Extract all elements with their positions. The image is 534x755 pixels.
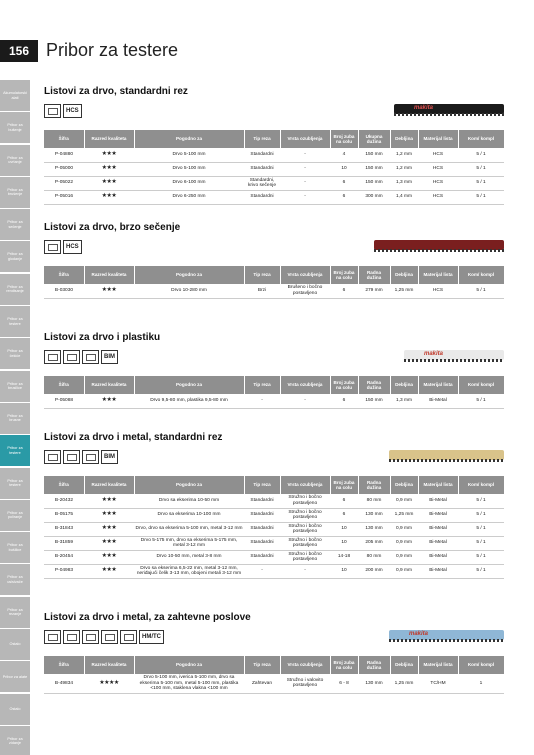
table-cell: HCS xyxy=(418,162,458,176)
sidebar-tab[interactable]: Ostalo xyxy=(0,694,30,725)
material-shape xyxy=(86,454,96,461)
table-cell: 1,25 mm xyxy=(390,508,418,522)
table-cell: Drvo sa ekserima 10-100 mm xyxy=(134,508,244,522)
table-cell: 150 mm xyxy=(358,162,390,176)
column-header: Vrsta ozubljenja xyxy=(280,656,330,674)
sidebar-tab[interactable]: Pribor za rezanje xyxy=(0,597,30,628)
sidebar-tab[interactable]: Pribor za brusne xyxy=(0,403,30,434)
material-icon xyxy=(82,450,99,464)
table-cell: 5 / 1 xyxy=(458,394,504,408)
table-cell: Drvo 5-100 mm, iverica 5-100 mm, drvo sa ekserima 5-100 mm, metal 5-100 mm, plastika <100 mm, staklena vlakna <100 mm xyxy=(134,674,244,693)
column-header: Materijal lista xyxy=(418,476,458,494)
column-header: Kom/ kompl xyxy=(458,476,504,494)
table-cell: 10 xyxy=(330,162,358,176)
table-cell: P-05088 xyxy=(44,394,84,408)
quality-stars: ★★★ xyxy=(84,536,134,550)
material-icon xyxy=(44,630,61,644)
material-shape xyxy=(48,244,58,251)
section-title: Listovi za drvo, brzo sečenje xyxy=(44,222,181,233)
column-header: Razred kvaliteta xyxy=(84,656,134,674)
quality-stars: ★★★ xyxy=(84,564,134,578)
table-cell: Standardni xyxy=(244,162,280,176)
blade-teeth xyxy=(374,249,504,252)
column-header: Pogodno za xyxy=(134,266,244,284)
column-header: Šifra xyxy=(44,656,84,674)
blade-section xyxy=(44,332,504,417)
column-header: Razred kvaliteta xyxy=(84,130,134,148)
column-header: Radna dužina xyxy=(358,266,390,284)
table-row xyxy=(44,522,504,536)
material-shape xyxy=(86,634,96,641)
column-header: Kom/ kompl xyxy=(458,130,504,148)
table-cell: 279 mm xyxy=(358,284,390,298)
column-header: Tip reza xyxy=(244,130,280,148)
quality-stars: ★★★ xyxy=(84,508,134,522)
column-header: Šifra xyxy=(44,266,84,284)
table-cell: 5 / 1 xyxy=(458,536,504,550)
table-cell: Stružno i bočno postavljeno xyxy=(280,536,330,550)
table-cell: P-04880 xyxy=(44,148,84,162)
table-cell: HCS xyxy=(418,176,458,190)
table-cell: P-05022 xyxy=(44,176,84,190)
column-header: Radna dužina xyxy=(358,376,390,394)
table-row xyxy=(44,494,504,508)
quality-stars: ★★★ xyxy=(84,176,134,190)
column-header: Debljina xyxy=(390,656,418,674)
table-cell: TC/HM xyxy=(418,674,458,693)
table-cell: HCS xyxy=(418,148,458,162)
table-cell: B-20454 xyxy=(44,550,84,564)
column-header: Materijal lista xyxy=(418,266,458,284)
column-header: Tip reza xyxy=(244,266,280,284)
material-shape xyxy=(48,108,58,115)
material-badge: HM/TC xyxy=(139,630,164,644)
material-icon xyxy=(44,450,61,464)
table-cell: Bi-Metal xyxy=(418,536,458,550)
table-cell: 5 / 1 xyxy=(458,564,504,578)
table-cell: B-20432 xyxy=(44,494,84,508)
column-header: Kom/ kompl xyxy=(458,656,504,674)
table-cell: - xyxy=(280,190,330,204)
table-cell: 80 mm xyxy=(358,550,390,564)
table-cell: 14-18 xyxy=(330,550,358,564)
table-cell: - xyxy=(280,148,330,162)
material-shape xyxy=(67,634,77,641)
sidebar-tab[interactable]: Pribor za zidanje xyxy=(0,726,30,755)
material-icons xyxy=(44,350,118,364)
column-header: Razred kvaliteta xyxy=(84,266,134,284)
column-header: Tip reza xyxy=(244,656,280,674)
saw-blade-image xyxy=(404,348,504,362)
material-shape xyxy=(48,634,58,641)
table-cell: - xyxy=(280,564,330,578)
sidebar-tab[interactable]: Pribor za testere xyxy=(0,435,30,466)
material-icons xyxy=(44,450,118,464)
table-cell: 4 xyxy=(330,148,358,162)
table-cell: 5 / 1 xyxy=(458,494,504,508)
blade-table xyxy=(44,376,505,409)
table-cell: 1,2 mm xyxy=(390,148,418,162)
material-icon xyxy=(63,350,80,364)
column-header: Tip reza xyxy=(244,376,280,394)
sidebar-tab[interactable]: Pribor za poliranje xyxy=(0,500,30,531)
material-icon xyxy=(44,350,61,364)
table-cell: 1,4 mm xyxy=(390,190,418,204)
column-header: Razred kvaliteta xyxy=(84,476,134,494)
material-shape xyxy=(48,454,58,461)
table-cell: 200 mm xyxy=(358,564,390,578)
table-cell: Standardni xyxy=(244,508,280,522)
table-cell: B-05175 xyxy=(44,508,84,522)
column-header: Debljina xyxy=(390,376,418,394)
quality-stars: ★★★ xyxy=(84,190,134,204)
table-cell: 5 / 1 xyxy=(458,148,504,162)
column-header: Pogodno za xyxy=(134,476,244,494)
sidebar-tab[interactable]: Pribor za bušilice xyxy=(0,532,30,563)
material-badge: HCS xyxy=(63,240,82,254)
sidebar xyxy=(0,80,30,755)
table-cell: 1,3 mm xyxy=(390,394,418,408)
table-cell: Brušeno i bočno postavljeno xyxy=(280,284,330,298)
material-shape xyxy=(48,354,58,361)
table-row xyxy=(44,564,504,578)
table-row xyxy=(44,162,504,176)
quality-stars: ★★★ xyxy=(84,394,134,408)
column-header: Šifra xyxy=(44,476,84,494)
table-row xyxy=(44,536,504,550)
material-icon xyxy=(101,630,118,644)
column-header: Radna dužina xyxy=(358,656,390,674)
material-badge: BIM xyxy=(101,450,118,464)
table-cell: 1,25 mm xyxy=(390,284,418,298)
table-cell: 130 mm xyxy=(358,674,390,693)
material-icon xyxy=(44,240,61,254)
column-header: Broj zuba na colu xyxy=(330,376,358,394)
table-cell: Bi-Metal xyxy=(418,564,458,578)
table-cell: 5 / 1 xyxy=(458,508,504,522)
table-cell: Drvo sa ekserima 6,5-22 mm, metal 3-12 mm, neriđajući čelik 3-13 mm, obojeni metali 3-12 mm xyxy=(134,564,244,578)
table-cell: 1 xyxy=(458,674,504,693)
table-cell: B-31843 xyxy=(44,522,84,536)
table-cell: Drvo 10-50 mm, metal 3-8 mm xyxy=(134,550,244,564)
column-header: Šifra xyxy=(44,130,84,148)
column-header: Razred kvaliteta xyxy=(84,376,134,394)
material-icon xyxy=(44,104,61,118)
sidebar-tab[interactable]: Akumulatorski alati xyxy=(0,80,30,111)
table-cell: Bi-Metal xyxy=(418,394,458,408)
table-cell: 6 xyxy=(330,284,358,298)
table-cell: B-49834 xyxy=(44,674,84,693)
table-cell: 130 mm xyxy=(358,508,390,522)
table-cell: Stružno i valovito postavljeno xyxy=(280,674,330,693)
table-cell: 10 xyxy=(330,536,358,550)
table-cell: Zahtevan xyxy=(244,674,280,693)
table-cell: Standardni xyxy=(244,536,280,550)
table-cell: Standardni xyxy=(244,522,280,536)
table-cell: Stružno i bočno postavljeno xyxy=(280,508,330,522)
table-cell: Drvo 5-100 mm xyxy=(134,148,244,162)
table-cell: 5 / 1 xyxy=(458,284,504,298)
material-shape xyxy=(86,354,96,361)
table-cell: 0,9 mm xyxy=(390,536,418,550)
table-cell: B-31859 xyxy=(44,536,84,550)
table-cell: 150 mm xyxy=(358,176,390,190)
column-header: Šifra xyxy=(44,376,84,394)
table-cell: 1,25 mm xyxy=(390,674,418,693)
table-cell: Drvo 5-100 mm xyxy=(134,162,244,176)
table-cell: P-05000 xyxy=(44,162,84,176)
table-cell: Drvo 6-250 mm xyxy=(134,190,244,204)
material-icons xyxy=(44,240,82,254)
table-cell: 6 xyxy=(330,190,358,204)
material-badge: BIM xyxy=(101,350,118,364)
sidebar-tab[interactable]: Pribor za alate xyxy=(0,661,30,692)
column-header: Radna dužina xyxy=(358,476,390,494)
table-row xyxy=(44,190,504,204)
table-cell: Bi-Metal xyxy=(418,508,458,522)
sidebar-tab[interactable]: Pribor za usisivače xyxy=(0,564,30,595)
table-cell: 130 mm xyxy=(358,522,390,536)
table-cell: Drvo 5-175 mm, drvo sa ekserima 5-175 mm, metal 3-12 mm xyxy=(134,536,244,550)
blade-teeth xyxy=(389,639,504,642)
column-header: Broj zuba na colu xyxy=(330,656,358,674)
table-row xyxy=(44,176,504,190)
table-cell: 6 xyxy=(330,394,358,408)
sidebar-tab[interactable]: Pribor za bušenje xyxy=(0,112,30,143)
column-header: Broj zuba na colu xyxy=(330,476,358,494)
column-header: Materijal lista xyxy=(418,656,458,674)
material-icon xyxy=(63,450,80,464)
table-cell: Brzi xyxy=(244,284,280,298)
column-header: Materijal lista xyxy=(418,376,458,394)
table-cell: 1,3 mm xyxy=(390,176,418,190)
sidebar-tab[interactable]: Pribor za rendisanje xyxy=(0,274,30,305)
sidebar-tab[interactable]: Ostalo xyxy=(0,629,30,660)
column-header: Ukupna dužina xyxy=(358,130,390,148)
table-cell: 0,9 mm xyxy=(390,564,418,578)
sidebar-tab[interactable]: Pribor za uvrtanje xyxy=(0,145,30,176)
material-icon xyxy=(63,630,80,644)
column-header: Kom/ kompl xyxy=(458,376,504,394)
column-header: Pogodno za xyxy=(134,376,244,394)
table-cell: P-04983 xyxy=(44,564,84,578)
column-header: Broj zuba na colu xyxy=(330,130,358,148)
section-title: Listovi za drvo i metal, za zahtevne poslove xyxy=(44,612,251,623)
table-cell: 0,9 mm xyxy=(390,550,418,564)
table-cell: Standardni xyxy=(244,148,280,162)
material-icon xyxy=(120,630,137,644)
table-cell: 6 xyxy=(330,508,358,522)
table-cell: Bi-Metal xyxy=(418,494,458,508)
column-header: Debljina xyxy=(390,266,418,284)
column-header: Debljina xyxy=(390,130,418,148)
material-icons xyxy=(44,630,164,644)
table-cell: Standardni, krivo sečenje xyxy=(244,176,280,190)
table-cell: Stružno i bočno postavljeno xyxy=(280,522,330,536)
sidebar-tab[interactable]: Pribor za testere xyxy=(0,468,30,499)
blade-teeth xyxy=(394,113,504,116)
quality-stars: ★★★ xyxy=(84,550,134,564)
blade-table xyxy=(44,476,505,579)
table-cell: 205 mm xyxy=(358,536,390,550)
table-cell: 6 xyxy=(330,494,358,508)
table-cell: HCS xyxy=(418,284,458,298)
material-icon xyxy=(82,630,99,644)
column-header: Materijal lista xyxy=(418,130,458,148)
blade-teeth xyxy=(404,359,504,362)
table-cell: B-03030 xyxy=(44,284,84,298)
column-header: Vrsta ozubljenja xyxy=(280,266,330,284)
blade-logo: makita xyxy=(409,631,429,637)
table-cell: 6 xyxy=(330,176,358,190)
table-row xyxy=(44,284,504,298)
sidebar-tab[interactable]: Pribor za glodanje xyxy=(0,241,30,272)
column-header: Vrsta ozubljenja xyxy=(280,376,330,394)
sidebar-tab[interactable]: Pribor za sečenje xyxy=(0,209,30,240)
table-cell: Drvo 6-100 mm xyxy=(134,176,244,190)
table-cell: Standardni xyxy=(244,494,280,508)
table-cell: 5 / 1 xyxy=(458,162,504,176)
table-cell: - xyxy=(244,394,280,408)
blade-section xyxy=(44,86,504,218)
table-cell: Drvo sa ekserima 10-50 mm xyxy=(134,494,244,508)
table-cell: - xyxy=(280,394,330,408)
table-cell: HCS xyxy=(418,190,458,204)
quality-stars: ★★★ xyxy=(84,494,134,508)
blade-section xyxy=(44,222,504,307)
table-cell: - xyxy=(280,176,330,190)
table-cell: 5 / 1 xyxy=(458,190,504,204)
column-header: Pogodno za xyxy=(134,656,244,674)
table-cell: P-05016 xyxy=(44,190,84,204)
section-title: Listovi za drvo i metal, standardni rez xyxy=(44,432,223,443)
blade-section xyxy=(44,612,504,712)
table-cell: 0,9 mm xyxy=(390,522,418,536)
blade-table xyxy=(44,130,505,205)
table-cell: 300 mm xyxy=(358,190,390,204)
material-icon xyxy=(82,350,99,364)
table-cell: 150 mm xyxy=(358,394,390,408)
table-cell: 6 - 8 xyxy=(330,674,358,693)
table-cell: Drvo 9,5-80 mm, plastika 9,5-80 mm xyxy=(134,394,244,408)
quality-stars: ★★★ xyxy=(84,162,134,176)
column-header: Debljina xyxy=(390,476,418,494)
table-cell: Drvo, drvo sa ekserima 5-100 mm, metal 3-12 mm xyxy=(134,522,244,536)
blade-table xyxy=(44,656,505,694)
material-shape xyxy=(67,354,77,361)
table-cell: Stružno i bočno postavljeno xyxy=(280,550,330,564)
table-cell: Standardni xyxy=(244,190,280,204)
material-icons xyxy=(44,104,82,118)
column-header: Tip reza xyxy=(244,476,280,494)
table-cell: 5 / 1 xyxy=(458,176,504,190)
sidebar-tab[interactable]: Pribor za brušenje xyxy=(0,177,30,208)
table-row xyxy=(44,550,504,564)
sidebar-tab[interactable]: Pribor za testere xyxy=(0,306,30,337)
material-shape xyxy=(124,634,134,641)
table-row xyxy=(44,674,504,693)
table-cell: Drvo 10-280 mm xyxy=(134,284,244,298)
quality-stars: ★★★ xyxy=(84,284,134,298)
table-cell: Standardni xyxy=(244,550,280,564)
saw-blade-image xyxy=(394,102,504,116)
page-number: 156 xyxy=(0,40,38,62)
saw-blade-image xyxy=(389,628,504,642)
blade-table xyxy=(44,266,505,299)
table-cell: 1,2 mm xyxy=(390,162,418,176)
table-cell: - xyxy=(280,162,330,176)
table-cell: 10 xyxy=(330,564,358,578)
table-cell: Bi-Metal xyxy=(418,550,458,564)
blade-logo: makita xyxy=(424,351,444,357)
table-cell: 5 / 1 xyxy=(458,550,504,564)
table-cell: 0,9 mm xyxy=(390,494,418,508)
table-row xyxy=(44,508,504,522)
material-badge: HCS xyxy=(63,104,82,118)
table-cell: 10 xyxy=(330,522,358,536)
table-cell: - xyxy=(244,564,280,578)
saw-blade-image xyxy=(374,238,504,252)
section-title: Listovi za drvo i plastiku xyxy=(44,332,161,343)
table-cell: Bi-Metal xyxy=(418,522,458,536)
material-shape xyxy=(67,454,77,461)
column-header: Pogodno za xyxy=(134,130,244,148)
quality-stars: ★★★ xyxy=(84,522,134,536)
table-cell: 80 mm xyxy=(358,494,390,508)
column-header: Vrsta ozubljenja xyxy=(280,130,330,148)
table-cell: 5 / 1 xyxy=(458,522,504,536)
saw-blade-image xyxy=(389,448,504,462)
quality-stars: ★★★★ xyxy=(84,674,134,693)
sidebar-tab[interactable]: Pribor za brusilice xyxy=(0,371,30,402)
column-header: Kom/ kompl xyxy=(458,266,504,284)
material-shape xyxy=(105,634,115,641)
table-row xyxy=(44,394,504,408)
section-title: Listovi za drvo, standardni rez xyxy=(44,86,188,97)
page-title: Pribor za testere xyxy=(46,40,179,60)
column-header: Broj zuba na colu xyxy=(330,266,358,284)
column-header: Vrsta ozubljenja xyxy=(280,476,330,494)
table-cell: 150 mm xyxy=(358,148,390,162)
table-row xyxy=(44,148,504,162)
table-cell: Stružno i bočno postavljeno xyxy=(280,494,330,508)
quality-stars: ★★★ xyxy=(84,148,134,162)
sidebar-tab[interactable]: Pribor za čekiće xyxy=(0,338,30,369)
blade-section xyxy=(44,432,504,597)
blade-logo: makita xyxy=(414,105,434,111)
blade-teeth xyxy=(389,459,504,462)
